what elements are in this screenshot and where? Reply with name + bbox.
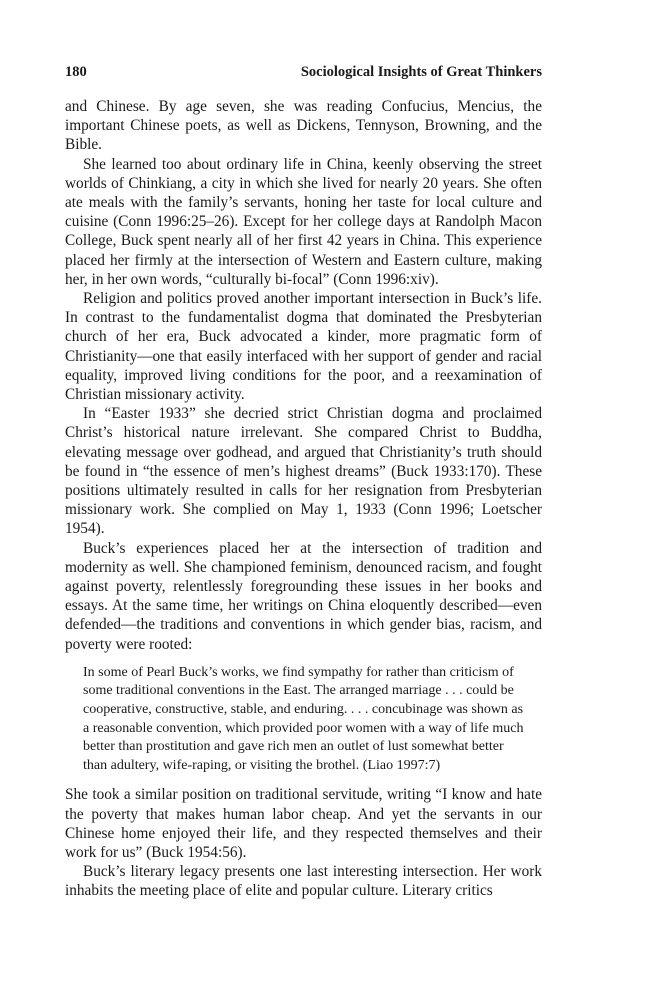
paragraph-continuation: and Chinese. By age seven, she was reading Confucius, Mencius, the important Chinese poets, as well as Dickens, Tennyson, Browning, and the Bible. xyxy=(65,98,542,154)
paragraph-servitude: She took a similar position on traditional servitude, writing “I know and hate the poverty that makes human labor cheap. And yet the servants in our Chinese home enjoyed their life, and they respected themselves and their work for us” (Buck 1954:56). xyxy=(65,786,542,862)
block-quotation: In some of Pearl Buck’s works, we find sympathy for rather than criticism of some traditional conventions in the East. The arranged marriage . . . could be cooperative, constructive, stable, and enduring. . . . concubinage was shown as a reasonable convention, which provided poor women with a way of life much better than prostitution and gave rich men an outlet of lust somewhat better than adultery, wife-raping, or visiting the brothel. (Liao 1997:7) xyxy=(83,664,524,773)
paragraph-religion-politics: Religion and politics proved another important intersection in Buck’s life. In contrast to the fundamentalist dogma that dominated the Presbyterian church of her era, Buck advocated a kinder, more pragmatic form of Christianity—one that easily interfaced with her support of gender and racial equality, improved living conditions for the poor, and a reexamination of Christian missionary activity. xyxy=(65,290,542,404)
running-head: Sociological Insights of Great Thinkers xyxy=(300,64,542,80)
paragraph-easter-1933: In “Easter 1933” she decried strict Christian dogma and proclaimed Christ’s historical nature irrelevant. She compared Christ to Buddha, elevating message over godhead, and argued that Christianity’s truth should be found in “the essence of men’s highest dreams” (Buck 1933:170). These positions ultimately resulted in calls for her resignation from Presbyterian missionary work. She complied on May 1, 1933 (Conn 1996; Loetscher 1954). xyxy=(65,405,542,538)
paragraph-tradition-modernity: Buck’s experiences placed her at the intersection of tradition and modernity as well. She championed feminism, denounced racism, and fought against poverty, relentlessly foregrounding these issues in her books and essays. At the same time, her writings on China eloquently described—even defended—the traditions and conventions in which gender bias, racism, and poverty were rooted: xyxy=(65,539,542,653)
page-header xyxy=(65,62,542,82)
paragraph-ordinary-life: She learned too about ordinary life in China, keenly observing the street worlds of Chinkiang, a city in which she lived for nearly 20 years. She often ate meals with the family’s servants, honing her taste for local culture and cuisine (Conn 1996:25–26). Except for her college days at Randolph Macon College, Buck spent nearly all of her first 42 years in China. This experience placed her firmly at the intersection of Western and Eastern culture, making her, in her own words, “culturally bi-focal” (Conn 1996:xiv). xyxy=(65,155,542,288)
body-text xyxy=(65,97,542,901)
page-number: 180 xyxy=(65,64,87,80)
paragraph-literary-legacy: Buck’s literary legacy presents one last interesting intersection. Her work inhabits the meeting place of elite and popular culture. Literary critics xyxy=(65,863,542,900)
